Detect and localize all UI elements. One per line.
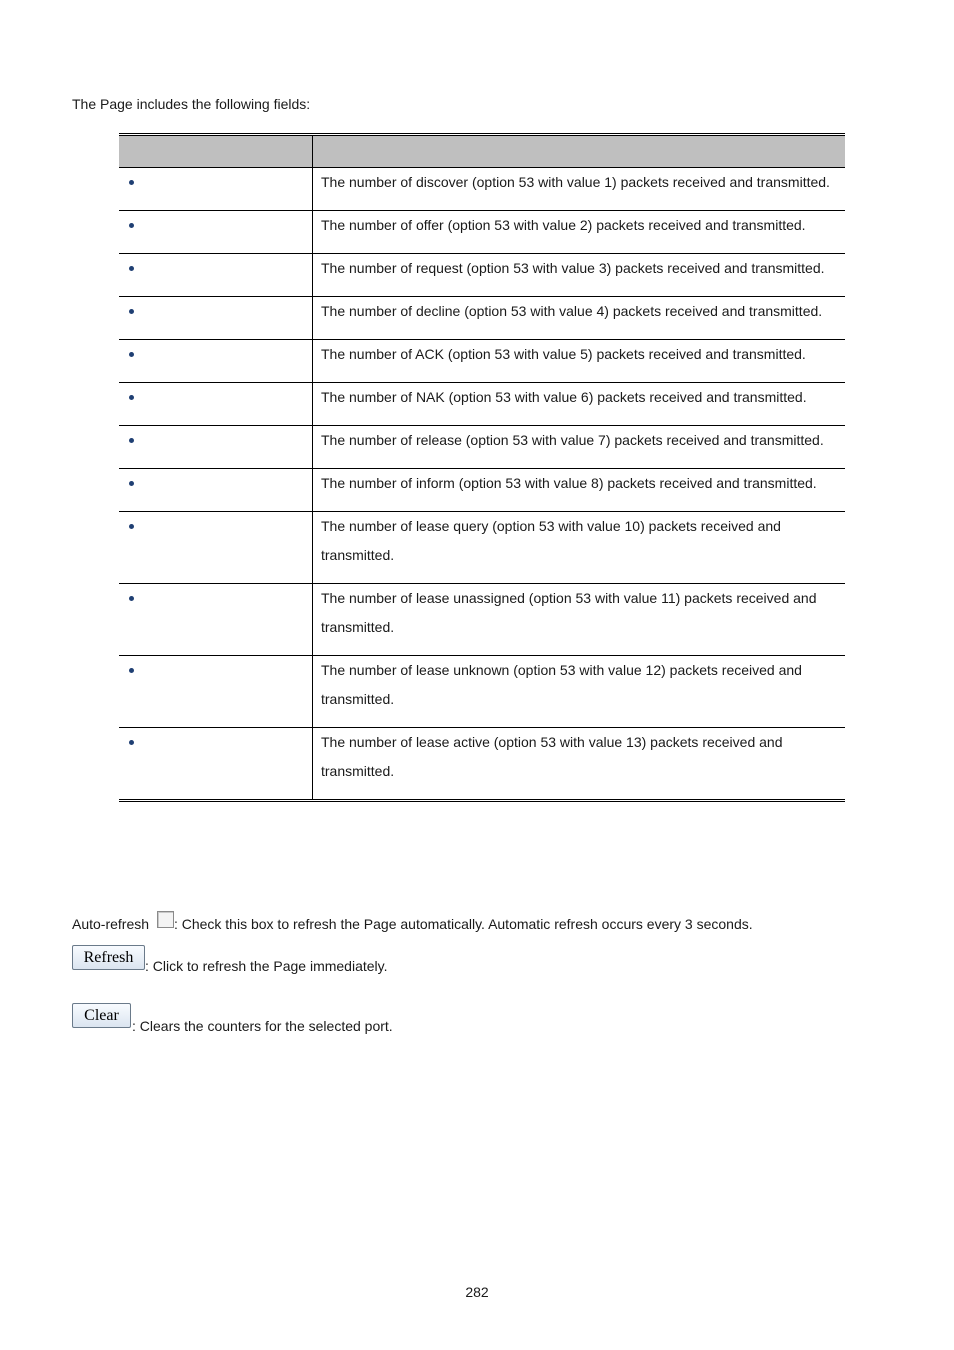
object-cell	[119, 211, 313, 254]
bullet-icon	[129, 352, 134, 357]
table-row	[119, 656, 845, 728]
description-cell: The number of lease query (option 53 with value 10) packets received and transmitted.	[313, 512, 846, 584]
object-cell	[119, 426, 313, 469]
bullet-icon	[129, 524, 134, 529]
description-cell: The number of lease active (option 53 with value 13) packets received and transmitted.	[321, 734, 783, 779]
auto-refresh-line	[72, 911, 753, 932]
object-cell	[119, 656, 313, 728]
description-cell: The number of NAK (option 53 with value 6) packets received and transmitted.	[313, 383, 846, 426]
description-cell: The number of lease unknown (option 53 with value 12) packets received and transmitted.	[313, 656, 846, 728]
auto-refresh-description: : Check this box to refresh the Page automatically. Automatic refresh occurs every 3 seconds.	[173, 916, 753, 932]
table-row	[119, 383, 845, 426]
object-cell	[119, 297, 313, 340]
description-cell: The number of lease unassigned (option 53 with value 11) packets received and transmitted.	[313, 584, 846, 656]
object-cell	[119, 383, 313, 426]
bullet-icon	[129, 395, 134, 400]
page-number: 282	[465, 1284, 489, 1300]
object-cell	[119, 340, 313, 383]
bullet-icon	[129, 180, 134, 185]
description-column-header	[313, 135, 846, 168]
bullet-icon	[129, 438, 134, 443]
description-cell: The number of offer (option 53 with value 2) packets received and transmitted.	[313, 211, 846, 254]
description-cell: The number of decline (option 53 with value 4) packets received and transmitted.	[313, 297, 846, 340]
table-header-row	[119, 135, 845, 168]
table-row	[119, 728, 845, 801]
object-cell	[119, 168, 313, 211]
object-cell	[119, 584, 313, 656]
description-cell: The number of ACK (option 53 with value 5) packets received and transmitted.	[313, 340, 846, 383]
bullet-icon	[129, 266, 134, 271]
fields-table	[119, 133, 845, 802]
object-cell	[119, 512, 313, 584]
table-row	[119, 211, 845, 254]
description-cell: The number of request (option 53 with value 3) packets received and transmitted.	[313, 254, 846, 297]
bullet-icon	[129, 309, 134, 314]
bullet-icon	[129, 481, 134, 486]
table-row	[119, 340, 845, 383]
bullet-icon	[129, 740, 134, 745]
bullet-icon	[129, 223, 134, 228]
clear-description: : Clears the counters for the selected port.	[132, 1018, 393, 1034]
table-row	[119, 297, 845, 340]
description-cell: The number of discover (option 53 with value 1) packets received and transmitted.	[313, 168, 846, 211]
bullet-icon	[129, 668, 134, 673]
bullet-icon	[129, 596, 134, 601]
object-cell	[119, 469, 313, 512]
object-cell	[119, 254, 313, 297]
table-row	[119, 584, 845, 656]
description-cell: The number of inform (option 53 with value 8) packets received and transmitted.	[313, 469, 846, 512]
table-row	[119, 426, 845, 469]
object-cell	[119, 728, 313, 801]
table-row	[119, 254, 845, 297]
table-row	[119, 168, 845, 211]
description-cell: The number of release (option 53 with value 7) packets received and transmitted.	[313, 426, 846, 469]
refresh-button[interactable]: Refresh	[72, 945, 145, 970]
auto-refresh-label: Auto-refresh	[72, 916, 150, 932]
refresh-description: : Click to refresh the Page immediately.	[145, 958, 388, 974]
table-row	[119, 512, 845, 584]
table-row	[119, 469, 845, 512]
intro-text: The Page includes the following fields:	[72, 96, 311, 112]
object-column-header	[119, 135, 313, 168]
clear-button[interactable]: Clear	[72, 1003, 131, 1028]
auto-refresh-checkbox[interactable]	[157, 911, 174, 928]
